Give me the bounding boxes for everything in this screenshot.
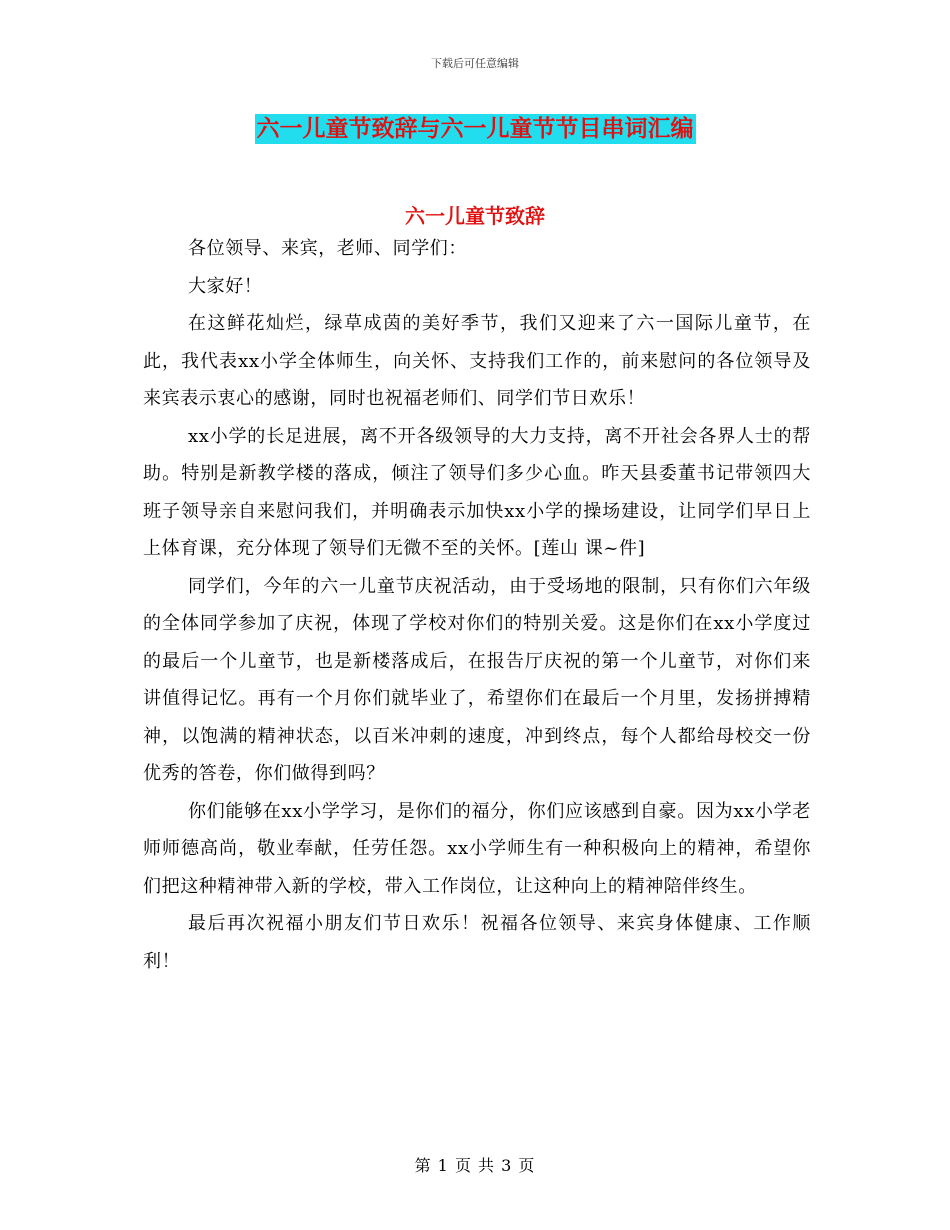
paragraph-2: xx小学的长足进展，离不开各级领导的大力支持，离不开社会各界人士的帮助。特别是新教学楼的落成，倾注了领导们多少心血。昨天县委董书记带领四大班子领导亲自来慰问我们，并明确表示加快xx小学的操场建设，让同学们早日上上体育课，充分体现了领导们无微不至的关怀。[莲山 课~件] [143,425,811,559]
paragraph-3: 同学们，今年的六一儿童节庆祝活动，由于受场地的限制，只有你们六年级的全体同学参加了庆祝，体现了学校对你们的特别关爱。这是你们在xx小学度过的最后一个儿童节，也是新楼落成后，在报告厅庆祝的第一个儿童节，对你们来讲值得记忆。再有一个月你们就毕业了，希望你们在最后一个月里，发扬拼搏精神，以饱满的精神状态，以百米冲刺的速度，冲到终点，每个人都给母校交一份优秀的答卷，你们做得到吗？ [143,575,811,784]
paragraph-salutation: 各位领导、来宾，老师、同学们： [188,238,467,259]
header-note: 下载后可任意编辑 [431,57,519,70]
paragraph-greeting: 大家好！ [188,275,263,297]
paragraph-4: 你们能够在xx小学学习，是你们的福分，你们应该感到自豪。因为xx小学老师师德高尚，敬业奉献，任劳任怨。xx小学师生有一种积极向上的精神，希望你们把这种精神带入新的学校，带入工作岗位，让这种向上的精神陪伴终生。 [143,800,811,897]
document-title: 六一儿童节致辞与六一儿童节节目串词汇编 [256,116,694,142]
paragraph-closing: 最后再次祝福小朋友们节日欢乐！祝福各位领导、来宾身体健康、工作顺利！ [143,913,811,972]
page-footer: 第 1 页 共 3 页 [414,1156,536,1175]
section-title: 六一儿童节致辞 [405,204,545,228]
title-wrap [0,114,950,144]
document-body [143,230,811,980]
paragraph-1: 在这鲜花灿烂，绿草成茵的美好季节，我们又迎来了六一国际儿童节，在此，我代表xx小学全体师生，向关怀、支持我们工作的，前来慰问的各位领导及来宾表示衷心的感谢，同时也祝福老师们、同学们节日欢乐！ [143,313,811,409]
